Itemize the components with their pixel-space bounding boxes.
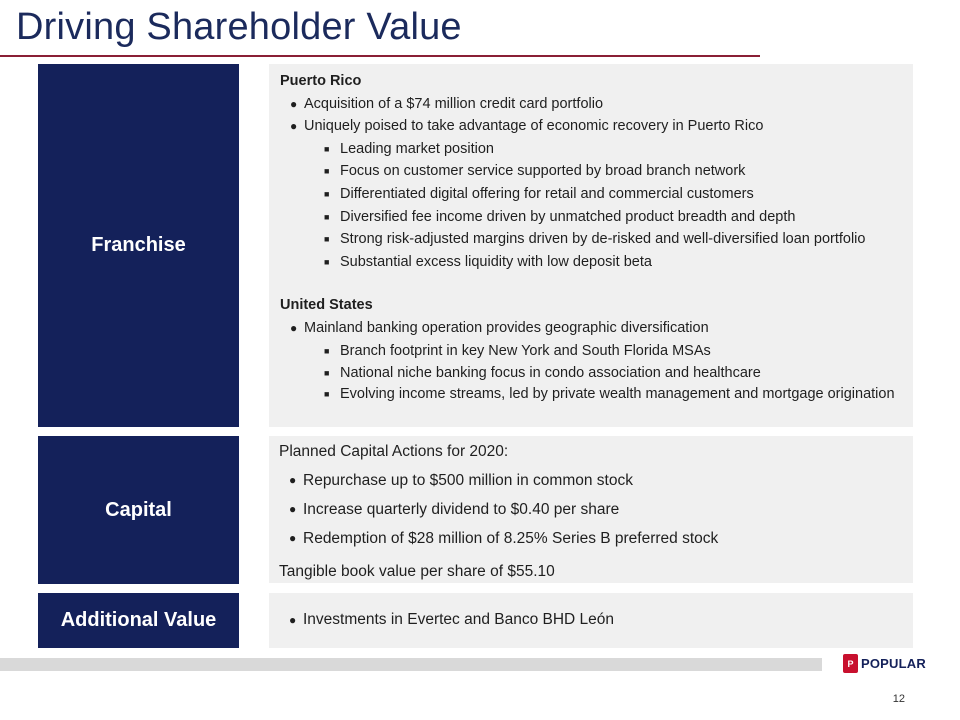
popular-logo-text: POPULAR bbox=[861, 656, 926, 671]
bullet-square-icon: ■ bbox=[324, 345, 330, 356]
capital-intro: Planned Capital Actions for 2020: bbox=[279, 443, 509, 460]
footer-bar bbox=[0, 658, 822, 671]
pr-subbullet-3: ■ Differentiated digital offering for retail and commercial customers bbox=[280, 183, 913, 206]
additional-value-label bbox=[38, 593, 239, 648]
bullet-dot-icon: ● bbox=[289, 473, 297, 487]
popular-logo bbox=[843, 654, 926, 673]
bullet-dot-icon: ● bbox=[289, 531, 297, 545]
bullet-square-icon: ■ bbox=[324, 166, 330, 177]
slide-title: Driving Shareholder Value bbox=[16, 6, 462, 48]
capital-bullet-1: ● Repurchase up to $500 million in common stock bbox=[279, 466, 913, 495]
bullet-square-icon: ■ bbox=[324, 388, 330, 399]
additional-value-label-text: Additional Value bbox=[60, 609, 217, 631]
capital-bullet-3: ● Redemption of $28 million of 8.25% Series B preferred stock bbox=[279, 524, 913, 553]
capital-panel bbox=[269, 436, 913, 583]
capital-label-text: Capital bbox=[105, 498, 172, 521]
additional-value-panel bbox=[269, 593, 913, 648]
pr-bullet-2: ● Uniquely poised to take advantage of economic recovery in Puerto Rico bbox=[280, 115, 913, 138]
bullet-square-icon: ■ bbox=[324, 234, 330, 245]
pr-subbullet-1: ■ Leading market position bbox=[280, 138, 913, 161]
us-subbullet-2: ■ National niche banking focus in condo association and healthcare bbox=[280, 362, 913, 385]
capital-label bbox=[38, 436, 239, 584]
bullet-dot-icon: ● bbox=[290, 320, 298, 335]
us-subbullet-1: ■ Branch footprint in key New York and South Florida MSAs bbox=[280, 340, 913, 363]
bullet-square-icon: ■ bbox=[324, 143, 330, 154]
bullet-dot-icon: ● bbox=[290, 119, 298, 134]
franchise-panel bbox=[269, 64, 913, 427]
franchise-label bbox=[38, 64, 239, 427]
bullet-square-icon: ■ bbox=[324, 211, 330, 222]
pr-subbullet-2: ■ Focus on customer service supported by broad branch network bbox=[280, 160, 913, 183]
pr-bullet-1: ● Acquisition of a $74 million credit card portfolio bbox=[280, 93, 913, 116]
bullet-dot-icon: ● bbox=[289, 502, 297, 516]
puerto-rico-heading: Puerto Rico bbox=[280, 73, 362, 89]
popular-logo-mark-icon: P bbox=[843, 654, 858, 673]
bullet-dot-icon: ● bbox=[290, 96, 298, 111]
tangible-book-value: Tangible book value per share of $55.10 bbox=[279, 563, 555, 580]
us-bullet-1: ● Mainland banking operation provides geographic diversification bbox=[280, 317, 913, 340]
us-subbullet-3: ■ Evolving income streams, led by private wealth management and mortgage origination bbox=[324, 385, 895, 402]
bullet-dot-icon: ● bbox=[289, 613, 297, 627]
page-number: 12 bbox=[892, 693, 905, 705]
pr-subbullet-4: ■ Diversified fee income driven by unmatched product breadth and depth bbox=[280, 206, 913, 229]
bullet-square-icon: ■ bbox=[324, 368, 330, 379]
pr-subbullet-6: ■ Substantial excess liquidity with low deposit beta bbox=[280, 251, 913, 274]
pr-subbullet-5: ■ Strong risk-adjusted margins driven by de-risked and well-diversified loan portfolio bbox=[280, 228, 913, 251]
title-divider bbox=[0, 55, 760, 57]
additional-bullet-1: ● Investments in Evertec and Banco BHD León bbox=[279, 608, 913, 632]
bullet-square-icon: ■ bbox=[324, 188, 330, 199]
bullet-square-icon: ■ bbox=[324, 256, 330, 267]
united-states-heading: United States bbox=[280, 297, 373, 314]
franchise-label-text: Franchise bbox=[91, 234, 186, 256]
capital-bullet-2: ● Increase quarterly dividend to $0.40 per share bbox=[279, 495, 913, 524]
